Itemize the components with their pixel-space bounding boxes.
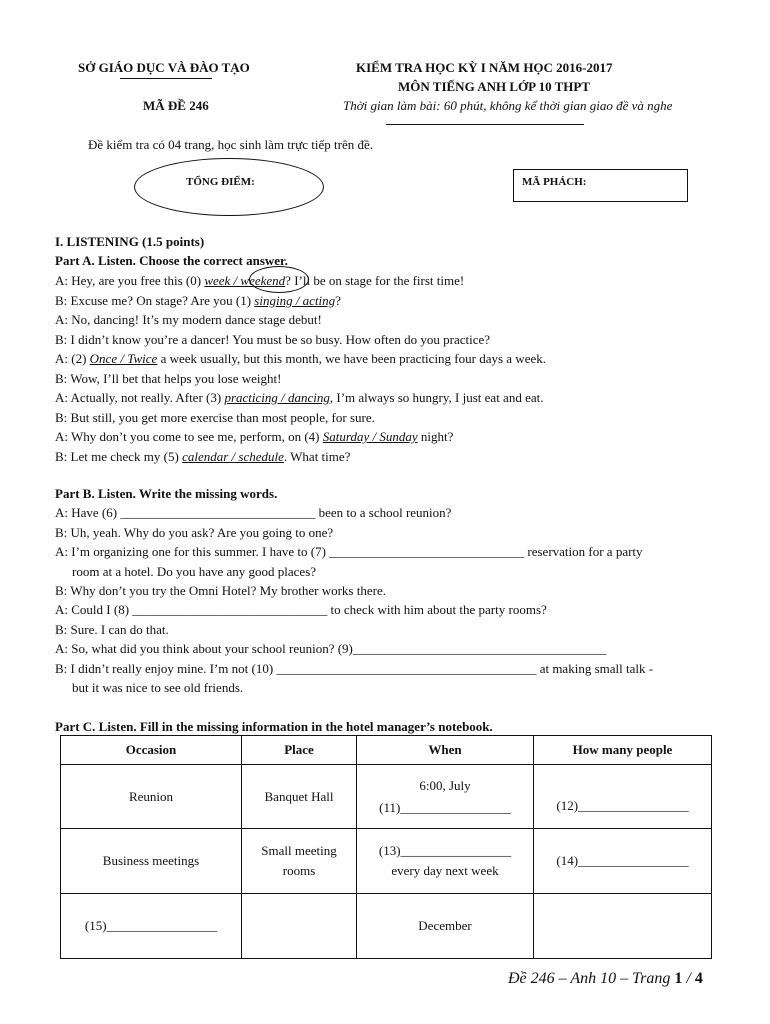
blank-13[interactable]: (13)_________________ bbox=[378, 843, 512, 858]
header-occasion: Occasion bbox=[61, 736, 242, 765]
part-b-title: Part B. Listen. Write the missing words. bbox=[55, 486, 278, 501]
when-text: 6:00, July bbox=[419, 777, 471, 793]
footer-sep: / bbox=[682, 970, 695, 987]
dialogue-line bbox=[55, 390, 543, 406]
dialogue-line bbox=[55, 293, 341, 309]
cell-occasion: Business meetings bbox=[61, 829, 242, 894]
hotel-notebook-table bbox=[60, 735, 712, 959]
line-text: . What time? bbox=[283, 448, 351, 464]
answer-options[interactable]: Saturday / Sunday bbox=[322, 429, 418, 444]
dialogue-line: B: Uh, yeah. Why do you ask? Are you going to one? bbox=[55, 525, 334, 540]
section-listening-title: I. LISTENING (1.5 points) bbox=[55, 234, 205, 249]
line-text: B: Let me check my (5) bbox=[55, 448, 183, 464]
cell-place: Banquet Hall bbox=[242, 765, 357, 829]
dialogue-line: A: Have (6) ______________________________ been to a school reunion? bbox=[55, 505, 452, 520]
part-c-title: Part C. Listen. Fill in the missing information in the hotel manager’s notebook. bbox=[55, 719, 493, 734]
line-text: B: Wow, I’ll bet that helps you lose weight! bbox=[55, 370, 282, 386]
table-row bbox=[61, 765, 712, 829]
page-footer bbox=[508, 970, 703, 988]
header-when: When bbox=[357, 736, 534, 765]
page-total: 4 bbox=[694, 970, 703, 987]
blank-12[interactable]: (12)_________________ bbox=[534, 765, 712, 829]
dialogue-line: B: I didn’t really enjoy mine. I’m not (10) ________________________________________ at making small talk - bbox=[55, 661, 654, 676]
line-text: ? I’ll be on stage for the first time! bbox=[285, 273, 465, 288]
time-note: Thời gian làm bài: 60 phút, không kể thời gian giao đề và nghe bbox=[343, 98, 673, 113]
exam-title: KIỂM TRA HỌC KỲ I NĂM HỌC 2016-2017 bbox=[356, 60, 613, 75]
answer-options[interactable]: Once / Twice bbox=[89, 351, 158, 366]
line-text: A: Hey, are you free this (0) bbox=[55, 273, 205, 288]
cell-place bbox=[242, 829, 357, 894]
answer-options[interactable]: week / weekend bbox=[204, 273, 286, 288]
dialogue-line bbox=[55, 449, 350, 465]
blank-15[interactable]: (15)_________________ bbox=[61, 894, 242, 959]
total-score-label: TỔNG ĐIỂM: bbox=[186, 176, 255, 188]
line-text: , I’m always so hungry, I just eat and eat. bbox=[329, 390, 544, 405]
dialogue-line bbox=[55, 371, 281, 387]
dialogue-line bbox=[55, 312, 322, 328]
line-text: B: Excuse me? On stage? Are you (1) bbox=[55, 292, 255, 308]
table-header-row bbox=[61, 736, 712, 765]
line-text: B: But still, you get more exercise than most people, for sure. bbox=[55, 409, 375, 425]
cell-when bbox=[357, 829, 534, 894]
line-text: A: Why don’t you come to see me, perform, on (4) bbox=[55, 429, 323, 444]
table-row bbox=[61, 829, 712, 894]
dialogue-line bbox=[55, 429, 453, 445]
table-row bbox=[61, 894, 712, 959]
cell-place bbox=[242, 894, 357, 959]
line-text: A: No, dancing! It’s my modern dance stage debut! bbox=[55, 312, 322, 327]
header-divider-left bbox=[120, 78, 212, 79]
answer-circle-example bbox=[249, 266, 309, 293]
line-text: A: (2) bbox=[55, 351, 90, 366]
answer-options[interactable]: singing / acting bbox=[254, 292, 336, 308]
when-text: every day next week bbox=[391, 863, 499, 878]
dialogue-line: A: I’m organizing one for this summer. I have to (7) ______________________________ reservation for a party bbox=[55, 544, 643, 559]
cell-when: December bbox=[357, 894, 534, 959]
line-text: a week usually, but this month, we have been practicing four days a week. bbox=[157, 351, 546, 366]
part-a-title: Part A. Listen. Choose the correct answer. bbox=[55, 253, 288, 268]
answer-options[interactable]: calendar / schedule bbox=[182, 448, 284, 464]
place-line-1: Small meeting bbox=[261, 843, 337, 858]
dialogue-line bbox=[55, 410, 375, 426]
dialogue-line: A: So, what did you think about your school reunion? (9)_______________________________________ bbox=[55, 641, 607, 656]
exam-code: MÃ ĐỀ 246 bbox=[143, 98, 209, 113]
place-line-2: rooms bbox=[282, 863, 316, 878]
cell-people bbox=[534, 894, 712, 959]
header-divider-right bbox=[386, 124, 584, 125]
blank-11[interactable]: (11)_________________ bbox=[379, 799, 511, 815]
department-name: SỞ GIÁO DỤC VÀ ĐÀO TẠO bbox=[78, 60, 250, 75]
code-box-label: MÃ PHÁCH: bbox=[522, 176, 587, 188]
header-place: Place bbox=[242, 736, 357, 765]
cell-occasion: Reunion bbox=[61, 765, 242, 829]
dialogue-line: room at a hotel. Do you have any good places? bbox=[72, 564, 317, 579]
exam-notice: Đề kiểm tra có 04 trang, học sinh làm trực tiếp trên đề. bbox=[88, 137, 374, 152]
dialogue-line: B: Why don’t you try the Omni Hotel? My brother works there. bbox=[55, 583, 386, 598]
line-text: B: I didn’t know you’re a dancer! You must be so busy. How often do you practice? bbox=[55, 331, 491, 347]
cell-when bbox=[357, 765, 534, 829]
subject-title: MÔN TIẾNG ANH LỚP 10 THPT bbox=[398, 79, 591, 94]
line-text: ? bbox=[335, 292, 341, 308]
line-text: A: Actually, not really. After (3) bbox=[55, 390, 225, 405]
line-text: night? bbox=[417, 429, 454, 444]
page-number: 1 bbox=[674, 970, 683, 987]
dialogue-line bbox=[55, 332, 490, 348]
footer-label: Đề 246 – Anh 10 – Trang bbox=[508, 970, 675, 987]
dialogue-line bbox=[55, 351, 546, 367]
blank-14[interactable]: (14)_________________ bbox=[534, 829, 712, 894]
answer-options[interactable]: practicing / dancing bbox=[224, 390, 330, 405]
dialogue-line: but it was nice to see old friends. bbox=[72, 680, 244, 695]
dialogue-line: A: Could I (8) ______________________________ to check with him about the party rooms? bbox=[55, 602, 547, 617]
dialogue-line: B: Sure. I can do that. bbox=[55, 622, 169, 637]
header-people: How many people bbox=[534, 736, 712, 765]
